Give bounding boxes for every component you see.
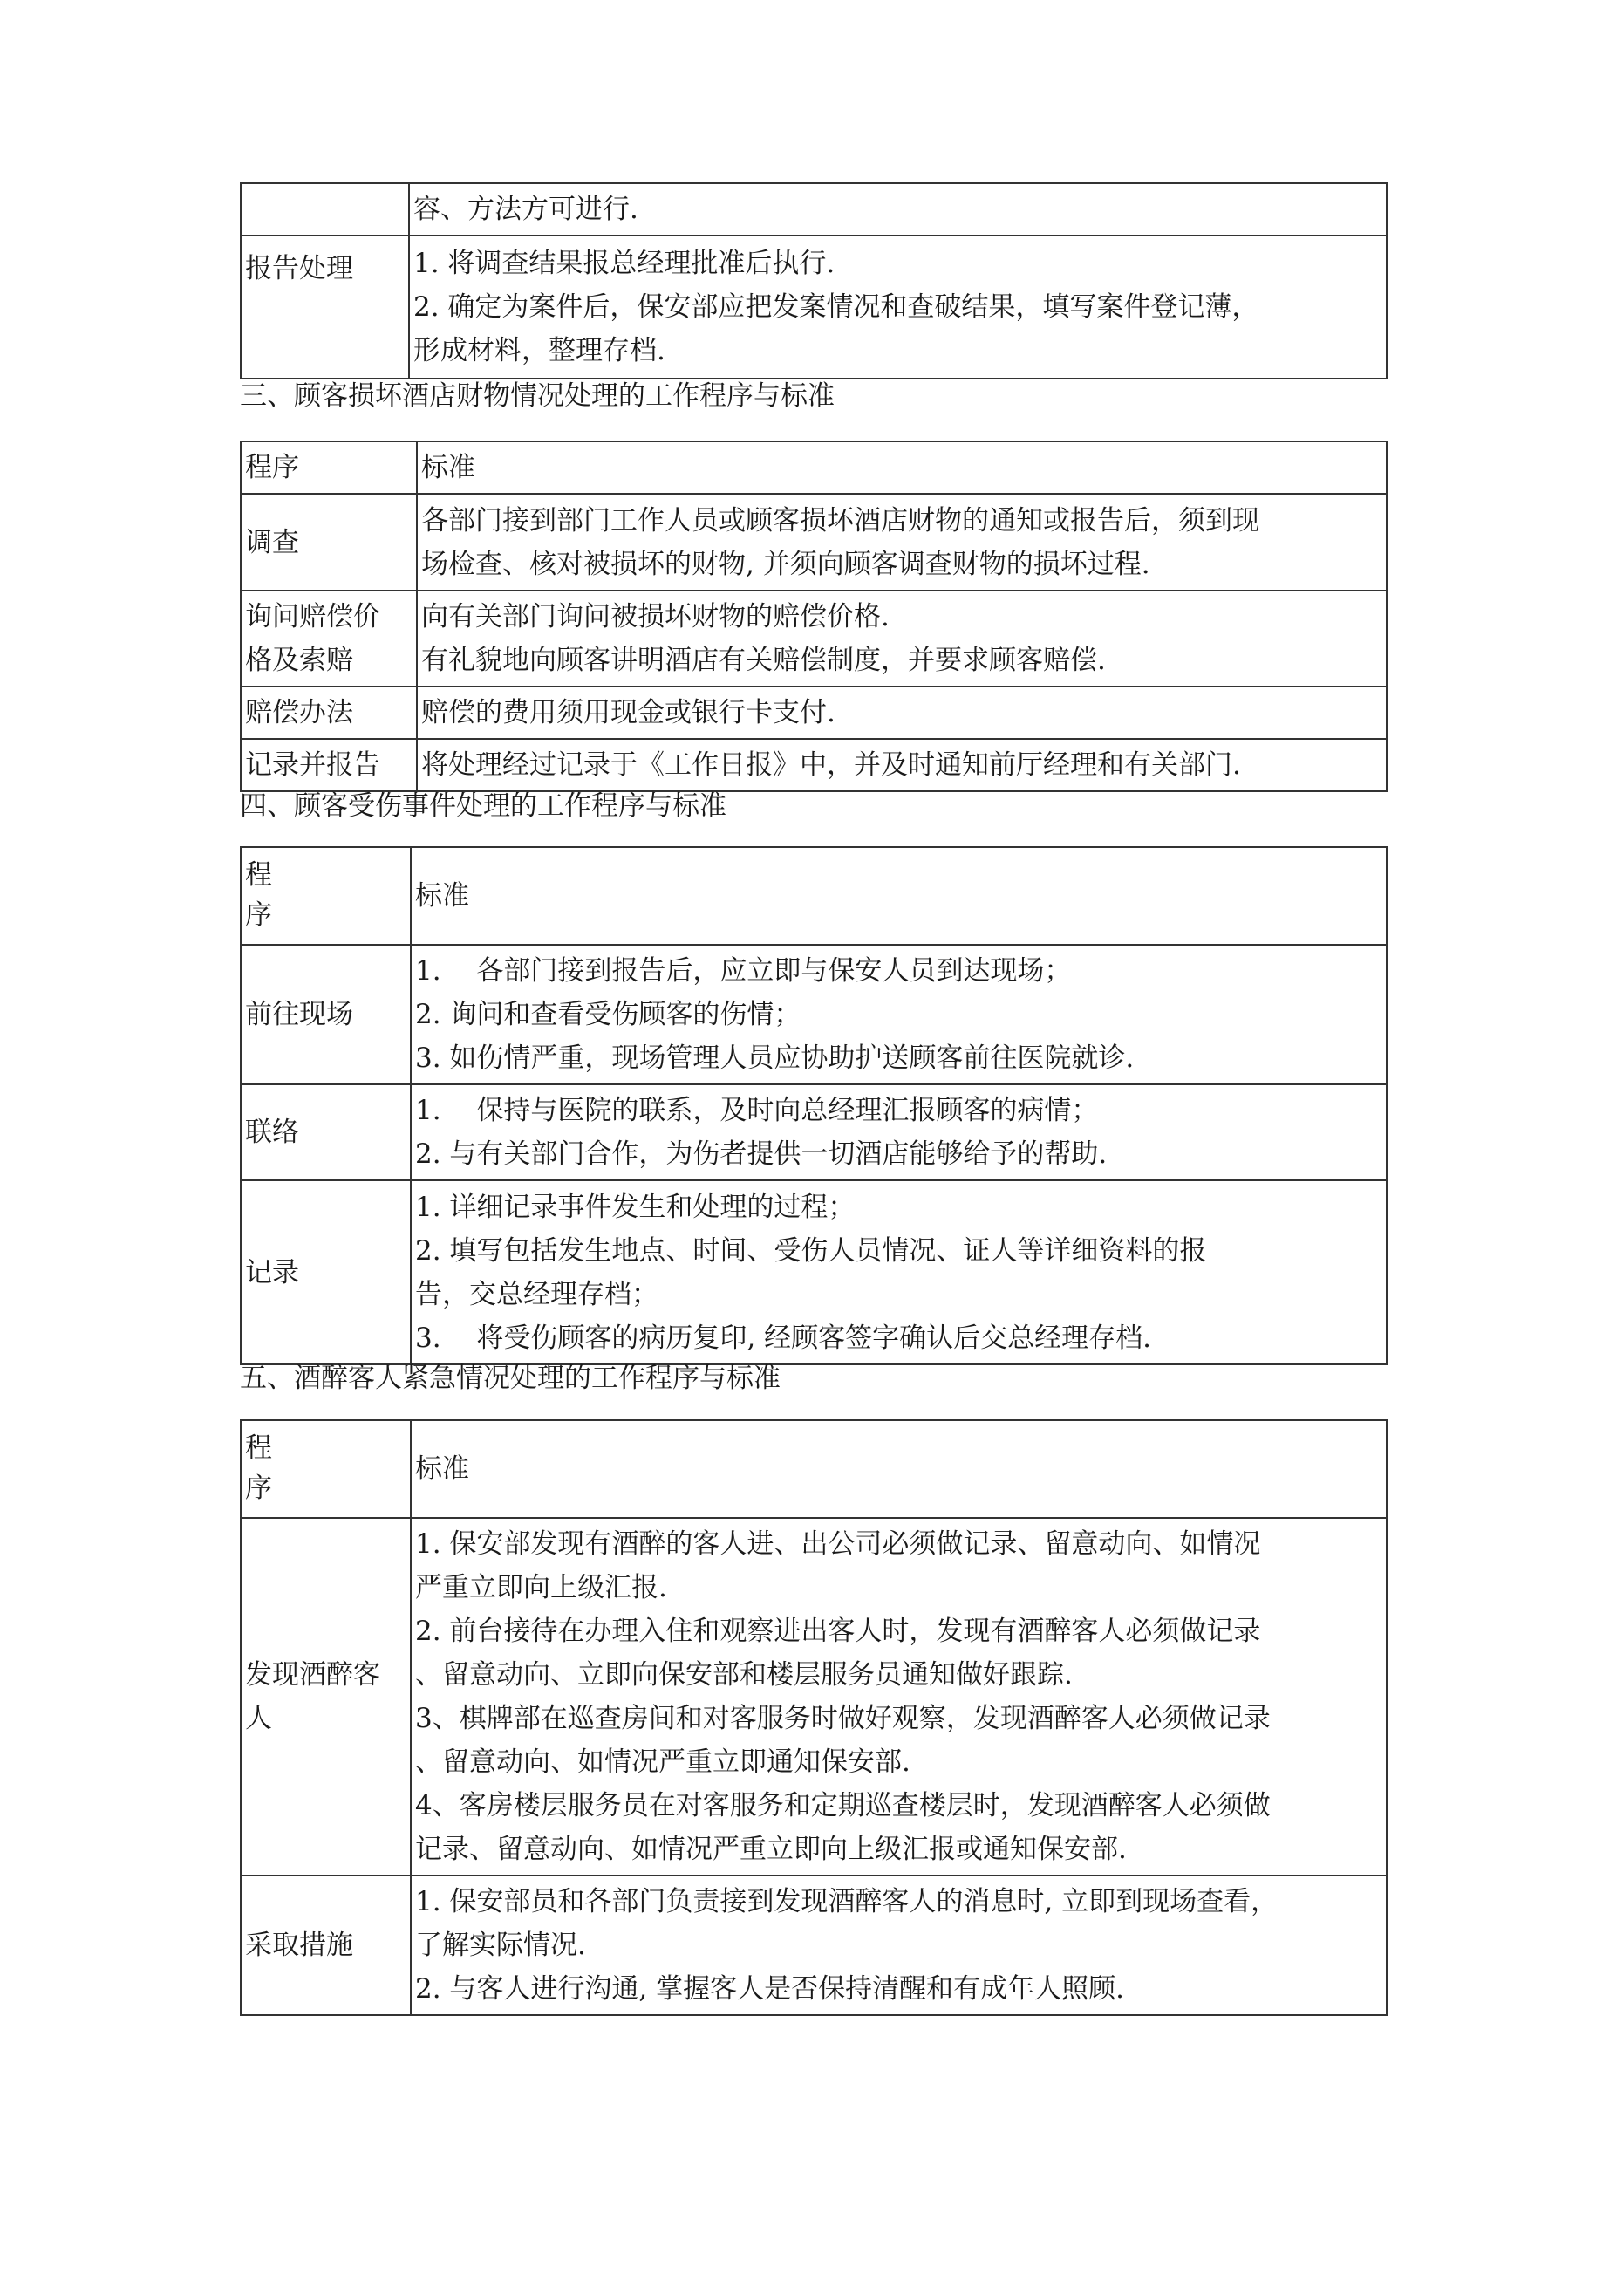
content-line: 2. 与客人进行沟通, 掌握客人是否保持清醒和有成年人照顾. [415, 1973, 1124, 2005]
row-label [241, 1518, 411, 1876]
row-label: 前往现场 [241, 945, 411, 1084]
label-line: 询问赔偿价 [245, 601, 380, 632]
header-procedure [241, 847, 411, 945]
section-heading: 五、酒醉客人紧急情况处理的工作程序与标准 [240, 1363, 781, 1394]
header-standard: 标准 [411, 847, 1387, 945]
table-row [241, 739, 1387, 791]
row-content [417, 739, 1387, 791]
row-label: 联络 [241, 1084, 411, 1180]
content-line: 1. 各部门接到报告后，应立即与保安人员到达现场； [415, 955, 1072, 987]
content-line: 2. 填写包括发生地点、时间、受伤人员情况、证人等详细资料的报 [415, 1234, 1207, 1267]
table-row [241, 1084, 1387, 1180]
content-line: 记录、留意动向、如情况严重立即向上级汇报或通知保安部. [415, 1834, 1127, 1865]
content-line: 了解实际情况. [415, 1930, 586, 1961]
table-drunk-guests [240, 1419, 1388, 2016]
header-standard: 标准 [417, 441, 1387, 494]
table-row [241, 236, 1387, 379]
header-line: 程 [245, 859, 272, 891]
content-line: 容、方法方可进行. [413, 194, 638, 225]
header-line: 序 [245, 1473, 272, 1504]
content-line: 1. 保安部发现有酒醉的客人进、出公司必须做记录、留意动向、如情况 [415, 1528, 1261, 1560]
row-label: 报告处理 [241, 236, 409, 379]
content-line: 严重立即向上级汇报. [415, 1572, 667, 1603]
label-line: 赔偿办法 [245, 697, 353, 728]
row-label [241, 687, 417, 739]
table-row [241, 494, 1387, 591]
table-row [241, 1180, 1387, 1364]
row-content [411, 1518, 1387, 1876]
content-line: 场检查、核对被损坏的财物, 并须向顾客调查财物的损坏过程. [421, 548, 1150, 580]
row-label [241, 494, 417, 591]
label-line: 采取措施 [245, 1930, 353, 1961]
content-line: 3. 如伤情严重，现场管理人员应协助护送顾客前往医院就诊. [415, 1042, 1135, 1074]
content-line: 1. 详细记录事件发生和处理的过程； [415, 1191, 856, 1223]
header-line: 程 [245, 1432, 272, 1464]
content-line: 向有关部门询问被损坏财物的赔偿价格. [421, 601, 890, 632]
header-procedure [241, 1420, 411, 1518]
row-label [241, 1876, 411, 2015]
table-header-row [241, 847, 1387, 945]
table-row [241, 1518, 1387, 1876]
section-heading: 三、顾客损坏酒店财物情况处理的工作程序与标准 [240, 380, 835, 412]
table-guest-injury [240, 846, 1388, 1365]
table-header-row [241, 441, 1387, 494]
table-row [241, 945, 1387, 1084]
content-line: 2. 前台接待在办理入住和观察进出客人时，发现有酒醉客人必须做记录 [415, 1616, 1261, 1647]
row-label [241, 739, 417, 791]
row-content [409, 236, 1387, 379]
table-row [241, 687, 1387, 739]
content-line: 、留意动向、如情况严重立即通知保安部. [415, 1746, 910, 1778]
row-content [417, 494, 1387, 591]
table-property-damage [240, 441, 1388, 792]
label-line: 人 [245, 1703, 272, 1734]
content-line: 将处理经过记录于《工作日报》中，并及时通知前厅经理和有关部门. [421, 749, 1241, 781]
header-standard: 标准 [411, 1420, 1387, 1518]
content-line: 、留意动向、立即向保安部和楼层服务员通知做好跟踪. [415, 1659, 1073, 1691]
row-label [241, 183, 409, 236]
row-content [411, 945, 1387, 1084]
content-line: 2. 询问和查看受伤顾客的伤情； [415, 999, 801, 1030]
label-line: 记录并报告 [245, 749, 380, 781]
content-line: 告，交总经理存档； [415, 1278, 658, 1310]
header-line: 序 [245, 899, 272, 931]
table-row [241, 183, 1387, 236]
content-line: 1. 将调查结果报总经理批准后执行. [413, 248, 835, 279]
row-content [417, 687, 1387, 739]
table-report-handling [240, 182, 1388, 379]
row-content [411, 1084, 1387, 1180]
row-label: 记录 [241, 1180, 411, 1364]
label-line: 调查 [245, 526, 299, 558]
row-content [409, 183, 1387, 236]
table-row [241, 1876, 1387, 2015]
row-content [411, 1180, 1387, 1364]
content-line: 3. 将受伤顾客的病历复印, 经顾客签字确认后交总经理存档. [415, 1322, 1151, 1354]
content-line: 各部门接到部门工作人员或顾客损坏酒店财物的通知或报告后，须到现 [421, 504, 1259, 536]
section-heading: 四、顾客受伤事件处理的工作程序与标准 [240, 790, 726, 822]
table-row [241, 591, 1387, 687]
header-procedure: 程序 [241, 441, 417, 494]
content-line: 2. 确定为案件后，保安部应把发案情况和查破结果，填写案件登记薄， [413, 291, 1259, 323]
content-line: 赔偿的费用须用现金或银行卡支付. [421, 697, 835, 728]
content-line: 形成材料，整理存档. [413, 335, 665, 366]
row-content [411, 1876, 1387, 2015]
row-label [241, 591, 417, 687]
label-line: 发现酒醉客 [245, 1659, 380, 1691]
content-line: 1. 保安部员和各部门负责接到发现酒醉客人的消息时, 立即到现场查看， [415, 1886, 1279, 1917]
content-line: 3、棋牌部在巡查房间和对客服务时做好观察，发现酒醉客人必须做记录 [415, 1703, 1271, 1734]
content-line: 1. 保持与医院的联系，及时向总经理汇报顾客的病情； [415, 1095, 1099, 1126]
table-header-row [241, 1420, 1387, 1518]
content-line: 有礼貌地向顾客讲明酒店有关赔偿制度，并要求顾客赔偿. [421, 645, 1106, 676]
row-content [417, 591, 1387, 687]
label-line: 格及索赔 [245, 645, 353, 676]
content-line: 4、客房楼层服务员在对客服务和定期巡查楼层时，发现酒醉客人必须做 [415, 1790, 1271, 1821]
content-line: 2. 与有关部门合作，为伤者提供一切酒店能够给予的帮助. [415, 1138, 1108, 1170]
